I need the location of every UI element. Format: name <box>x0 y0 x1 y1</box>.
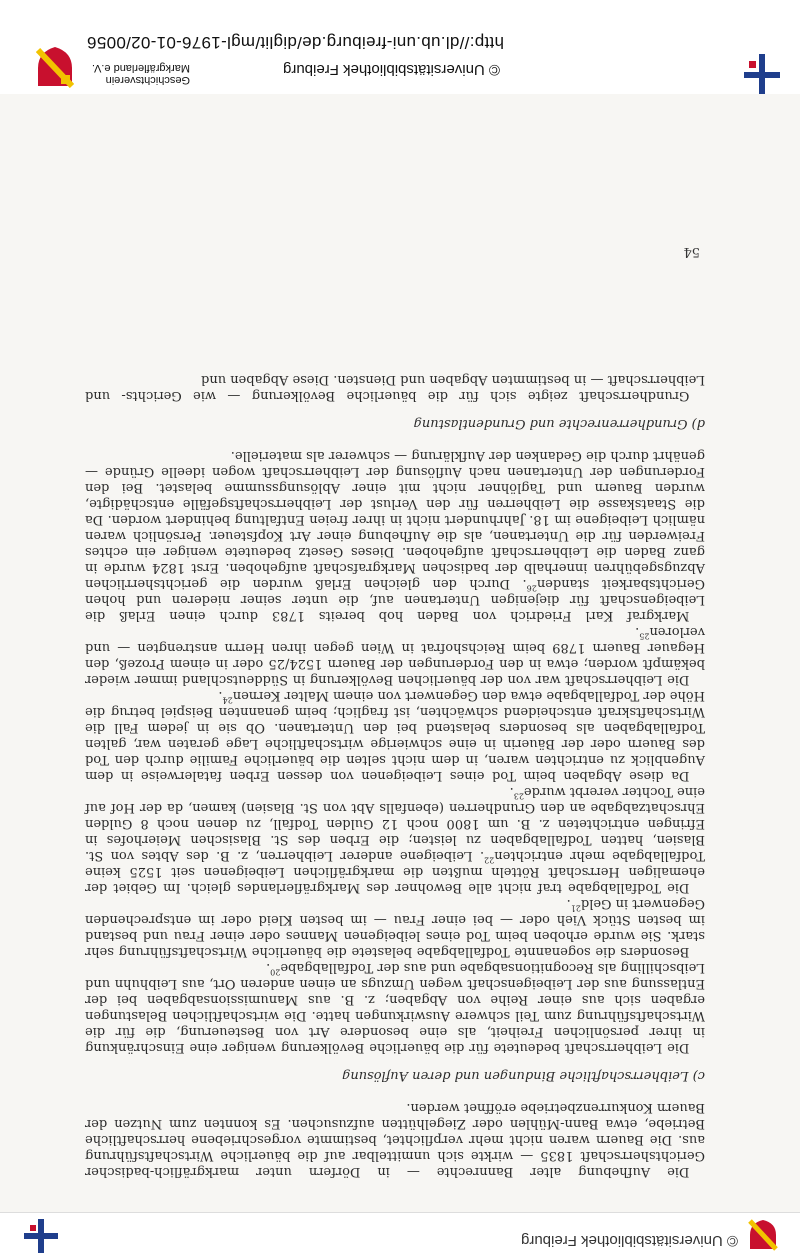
footnote-ref: 25 <box>639 631 650 641</box>
paragraph: Grundherrschaft zeigte sich für die bäuerliche Bevölkerung — wie Gerichts- und Leibherrschaft — in bestimmten Abgaben und Diensten. Diese Abgaben und <box>85 372 705 403</box>
coat-of-arms-icon <box>36 46 74 88</box>
book-page <box>85 371 705 1179</box>
society-name: Geschichtsverein Markgräflerland e.V. <box>91 62 190 86</box>
paragraph: Die Todfallabgabe traf nicht alle Bewohner des Markgräflerlandes gleich. Im Gebiet der ehemaligen Herrschaft Rötteln mußten die markgräflichen Leibeigenen seit 1525 keine Todfallabgabe mehr entrichten$^{22}$. Leibeigene anderer Leibherren, z. B. des Abtes von St. Blasien, hatten Todfallabgaben zu leisten; die Erben des St. Blasischen Meierhofes in Efringen entrichteten z. B. um 1800 noch 12 Gulden Todfall, zu denen noch 8 Gulden Ehrschatzabgabe an den Grundherren (ebenfalls Abt von St. Blasien) kamen, da der Hof auf eine Tochter vererbt wurde$^{23}$. <box>84 784 705 895</box>
header-copyright: © Universitätsbibliothek Freiburg <box>521 1232 738 1249</box>
coat-of-arms-icon <box>748 1219 778 1251</box>
paragraph: Die Leibherrschaft bedeutete für die bäuerliche Bevölkerung weniger eine Einschränkung in ihrer persönlichen Freiheit, als eine besondere Art von Besteuerung, die für die Wirtschaftsführung zum Teil schwere Auswirkungen hatte. Die wirtschaftlichen Belastungen ergaben sich aus einer Reihe von Abgaben; z. B. aus Manumissionsabgaben bei der Entlassung aus der Leibeigenschaft wegen Umzugs an einen anderen Ort, aus Leibhuhn und Leibschilling als Recognitionsabgabe und aus der Todfallabgabe$^{20}$. <box>85 960 705 1055</box>
footnote-ref: 20 <box>270 967 281 977</box>
footnote-ref: 24 <box>222 695 233 705</box>
footnote-ref: 23 <box>513 791 524 801</box>
university-cross-icon <box>744 54 780 94</box>
footer-copyright: © Universitätsbibliothek Freiburg <box>283 61 500 78</box>
paragraph: Besonders die sogenannte Todfallabgabe belastete die bäuerliche Wirtschaftsführung sehr stark. Sie wurde erhoben beim Tod eines leibeigenen Mannes oder einer Frau und bestand im besten Stück Vieh oder — bei einer Frau — im besten Kleid oder im entsprechenden Gegenwert in Geld$^{21}$. <box>85 896 705 959</box>
viewer-header <box>0 1212 800 1259</box>
paragraph: Die Aufhebung alter Bannrechte — in Dörfern unter markgräflich-badischer Gerichtsherrschaft 1835 — wirkte sich unmittelbar auf die bäuerliche Wirtschaftsführung aus. Die Bauern waren nicht mehr verpflichtet, bestimmte vorgeschriebene herrschaftliche Betriebe, etwa Bann-Mühlen oder Ziegelhütten aufzusuchen. Es konnten zum Nutzen der Bauern Konkurrenzbetriebe eröffnet werden. <box>85 1100 705 1179</box>
page-number: 54 <box>683 244 700 259</box>
paragraph: Da diese Abgaben beim Tod eines Leibeigenen von dessen Erben fatalerweise in dem Augenblick zu entrichten waren, in dem nicht selten die bäuerliche Familie durch den Tod des Bauern oder der Bäuerin in eine schwierige wirtschaftliche Lage geraten war, galten Todfallabgaben als besonders belastend bei den Untertanen. Ob sie in jedem Fall die Wirtschaftskraft entscheidend schwächten, ist fraglich; beim genannten Beispiel betrug die Höhe der Todfallabgabe etwa den Gegenwert von einem Malter Kernen$^{24}$. <box>85 688 705 783</box>
section-heading-d: d) Grundherrenrechte und Grundentlastung <box>413 416 705 431</box>
section-heading-c: c) Leibherrschaftliche Bindungen und deren Auflösung <box>342 1068 705 1083</box>
footnote-ref: 21 <box>570 903 581 913</box>
page-text <box>85 371 705 1179</box>
university-cross-icon <box>24 1219 58 1253</box>
paragraph: Markgraf Karl Friedrich von Baden hob bereits 1783 durch einen Erlaß die Leibeigenschaft für diejenigen Untertanen auf, die unter seiner niederen und hohen Gerichtsbarkeit standen$^{26}$. Durch den gleichen Erlaß wurden die gerichtsherrlichen Abzugsgebühren innerhalb der badischen Markgrafschaft aufgehoben. Erst 1824 wurde in ganz Baden die Leibherrschaft aufgehoben. Dieses Gesetz bedeutete weniger ein echtes Freiwerden für die Untertanen, als die Aufhebung einer Art Kopfsteuer. Persönlich waren nämlich Leibeigene im 18. Jahrhundert nicht in ihrer freien Entfaltung behindert worden. Da die Staatskasse die Leibherren für den Verlust der Leibherrschaftsgefälle entschädigte, wurden Bauern und Taglöhner nicht mit einer Ablösungssumme belastet. Bei den Forderungen der Untertanen nach Auflösung der Leibherrschaft wogen ideelle Gründe — genährt durch die Gedanken der Aufklärung — schwerer als materielle. <box>85 448 705 623</box>
viewer-footer <box>0 0 800 94</box>
footer-url-link[interactable]: http://dl.ub.uni-freiburg.de/diglit/mgl-1976-01-02/0056 <box>86 33 504 52</box>
footnote-ref: 22 <box>484 855 495 865</box>
paragraph: Die Leibherrschaft war von der bäuerlichen Bevölkerung in Süddeutschland immer wieder bekämpft worden; etwa in den Forderungen der Bauern 1524/25 oder in einem Prozeß, den Hegauer Bauern 1789 beim Reichshofrat in Wien gegen ihren Herrn anstrengten — und verloren$^{25}$. <box>85 624 705 687</box>
footnote-ref: 26 <box>526 583 537 593</box>
